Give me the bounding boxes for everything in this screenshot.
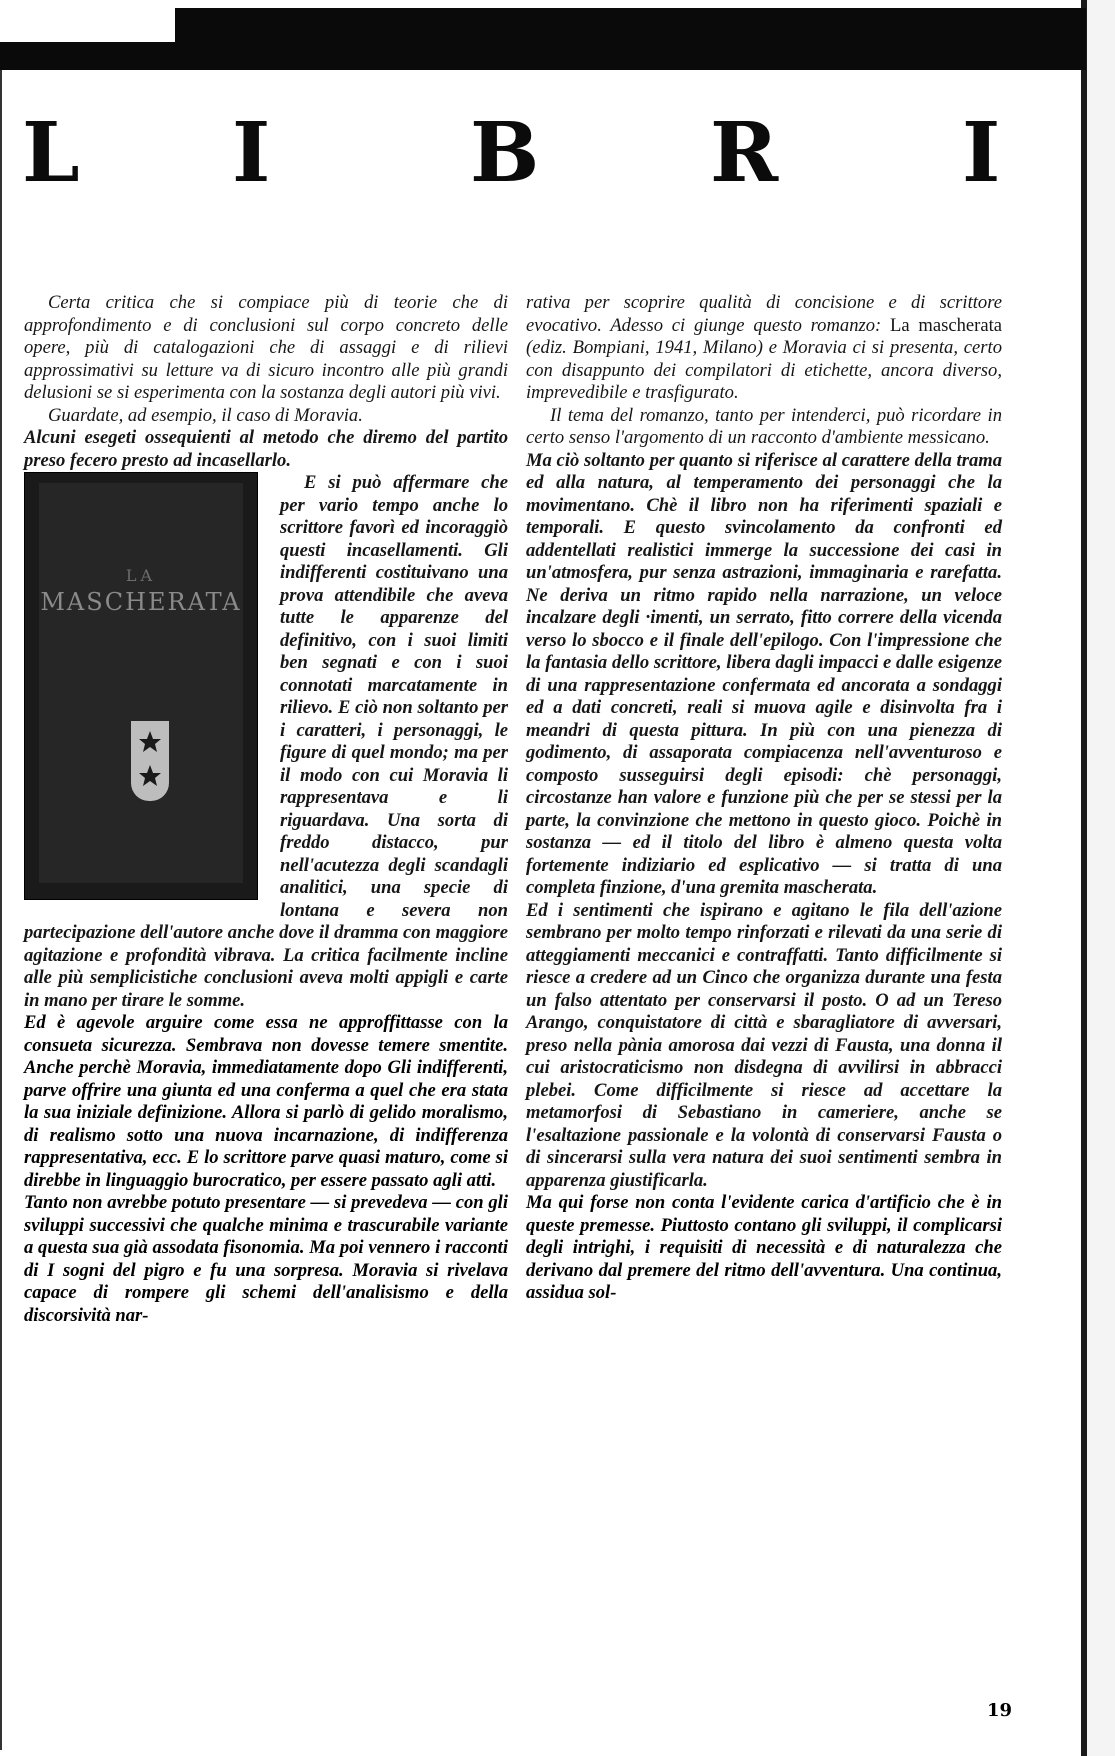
right-column — [526, 292, 1002, 1305]
paragraph — [526, 292, 1002, 405]
coat-of-arms-icon — [131, 721, 169, 801]
scan-border-top-left — [0, 42, 175, 70]
heading-letter-i-2: I — [962, 105, 999, 201]
scan-edge — [1087, 0, 1115, 1756]
book-title-reference: La mascherata — [890, 314, 1002, 336]
book-cover-photo — [24, 472, 258, 900]
heading-letter-i: I — [232, 105, 269, 201]
paragraph: Il tema del romanzo, tanto per intenderci, può ricordare in certo senso l'argomento di un racconto d'ambiente messicano. — [526, 404, 1002, 448]
paragraph: Ed è agevole arguire come essa ne approffittasse con la consueta sicurezza. Sembrava non dovesse temere smentite. Anche perchè Moravia, immediatamente dopo Gli indifferenti, parve offrire una giunta ed una conferma a quel che era stata la sua iniziale definizione. Allora si parlò di gelido moralismo, di realismo sotto una nuova incarnazione, di indifferenza rappresentativa, ecc. E lo scrittore parve quasi maturo, come si direbbe in linguaggio burocratico, per essere passato agli atti. — [24, 1012, 508, 1191]
heading-letter-l: L — [22, 105, 78, 201]
scan-border-top — [175, 8, 1086, 70]
paragraph: Guardate, ad esempio, il caso di Moravia. — [48, 404, 363, 426]
scan-border-left — [0, 70, 2, 1750]
heading-letter-r: R — [710, 105, 777, 201]
left-column — [24, 292, 508, 1327]
paragraph: E si può affermare che per vario tempo anche lo scrittore favorì ed incoraggiò questi incasellamenti. Gli indifferenti costituivano una prova attendibile che aveva tutte le apparenze del definitivo, con i suoi limiti ben segnati e con i suoi connotati marcatamente in rilievo. E ciò non soltanto per i caratteri, i personaggi, le figure di quel mondo; ma per il modo con cui Moravia li rappresentava e li riguardava. Una sorta di freddo distacco, pur nell'acutezza degli scandagli analitici, una specie di lontana e severa non partecipazione dell'autore anche dove il dramma con maggiore agitazione e profondità vibrava. La critica facilmente incline alle più semplicistiche conclusioni aveva molti appigli e carte in mano per tirare le somme. — [24, 472, 508, 1011]
paragraph: Alcuni esegeti ossequienti al metodo che diremo del partito preso fecero presto ad incasellarlo. — [24, 427, 508, 471]
book-title: MASCHERATA — [40, 588, 242, 616]
paragraph: Tanto non avrebbe potuto presentare — si prevedeva — con gli sviluppi successivi che qualche minima e trascurabile variante a questa sua già assodata fisonomia. Ma poi vennero i racconti di I sogni del pigro e fu una sorpresa. Moravia si rivelava capace di rompere gli schemi dell'analisismo e della discorsività nar- — [24, 1192, 508, 1326]
paragraph: Ma qui forse non conta l'evidente carica d'artificio che è in queste premesse. Piuttosto contano gli sviluppi, il complicarsi degli intrighi, i requisiti di necessità e di naturalezza che derivano dal premere del ritmo dell'avventura. Una continua, assidua sol- — [526, 1192, 1002, 1303]
book-cover — [39, 483, 243, 883]
book-title-article: LA — [125, 566, 157, 585]
scan-border-right — [1081, 0, 1087, 1756]
paragraph: Ma ciò soltanto per quanto si riferisce al carattere della trama ed alla natura, al temperamento dei personaggi che la movimentano. Chè il libro non ha riferimenti spaziali e temporali. E questo svincolamento da confronti ed addentellati realistici immerge la successione dei casi in un'atmosfera, pur senza astrazioni, immaginaria e rarefatta. Ne deriva un ritmo rapido nella narrazione, un veloce incalzare degli ·imenti, un serrato, fitto correre della vicenda verso lo sbocco e il finale dell'epilogo. Con l'impressione che la fantasia dello scrittore, libera dagli impacci e dalle esigenze di una rappresentazione confermata ed ancorata a sondaggi ed a dati concreti, reali si muova agile e disinvolta fra i meandri di questa pittura. In più con una pienezza di godimento, di assaporata compiacenza nell'avventuroso e composto susseguirsi degli episodi: chè personaggi, circostanze han valore e funzione più che per se stessi per la parte, la convinzione che mettono in questo gioco. Poichè in sostanza — ed il titolo del libro è almeno questa volta fortemente indiziario ed esplicativo — si tratta di una completa finzione, d'una gremita mascherata. — [526, 449, 1002, 898]
text-run: rativa per scoprire qualità di concisione e di scrittore evocativo. Adesso ci giunge questo romanzo: — [526, 292, 1002, 336]
paragraph: Ed i sentimenti che ispirano e agitano le fila dell'azione sembrano per molto tempo rinforzati e rilevati da una serie di atteggiamenti meccanici e contraffatti. Tanto difficilmente si riesce a credere ad un Cinco che organizza durante una festa un falso attentato per conservarsi il posto. O ad un Tereso Arango, conquistatore di città e sbaragliatore di avversari, preso nella pània amorosa dai vezzi di Fausta, una donna il cui aristocraticismo non disdegna di avvilirsi in abbracci plebei. Come difficilmente si riesce ad accettare la metamorfosi di Sebastiano in cameriere, anche se l'esaltazione passionale e la volontà di conservarsi Fausta o di sincerarsi sulla vera natura dei suoi sentimenti sembra in apparenza giustificarla. — [526, 899, 1002, 1191]
paragraph: Certa critica che si compiace più di teorie che di approfondimento e di conclusioni sul corpo concreto delle opere, più di catalogazioni che di assaggi e di rilievi approssimativi su letture va di sicuro incontro alle più grandi delusioni se si esperimenta con la sostanza degli autori più vivi. — [24, 292, 508, 403]
heading-letter-b: B — [470, 105, 538, 201]
text-run: (ediz. Bompiani, 1941, Milano) e Moravia ci si presenta, certo con disappunto dei compilatori di etichette, ancora diverso, imprevedibile e trasfigurato. — [526, 337, 1002, 403]
page-number: 19 — [987, 1700, 1013, 1721]
